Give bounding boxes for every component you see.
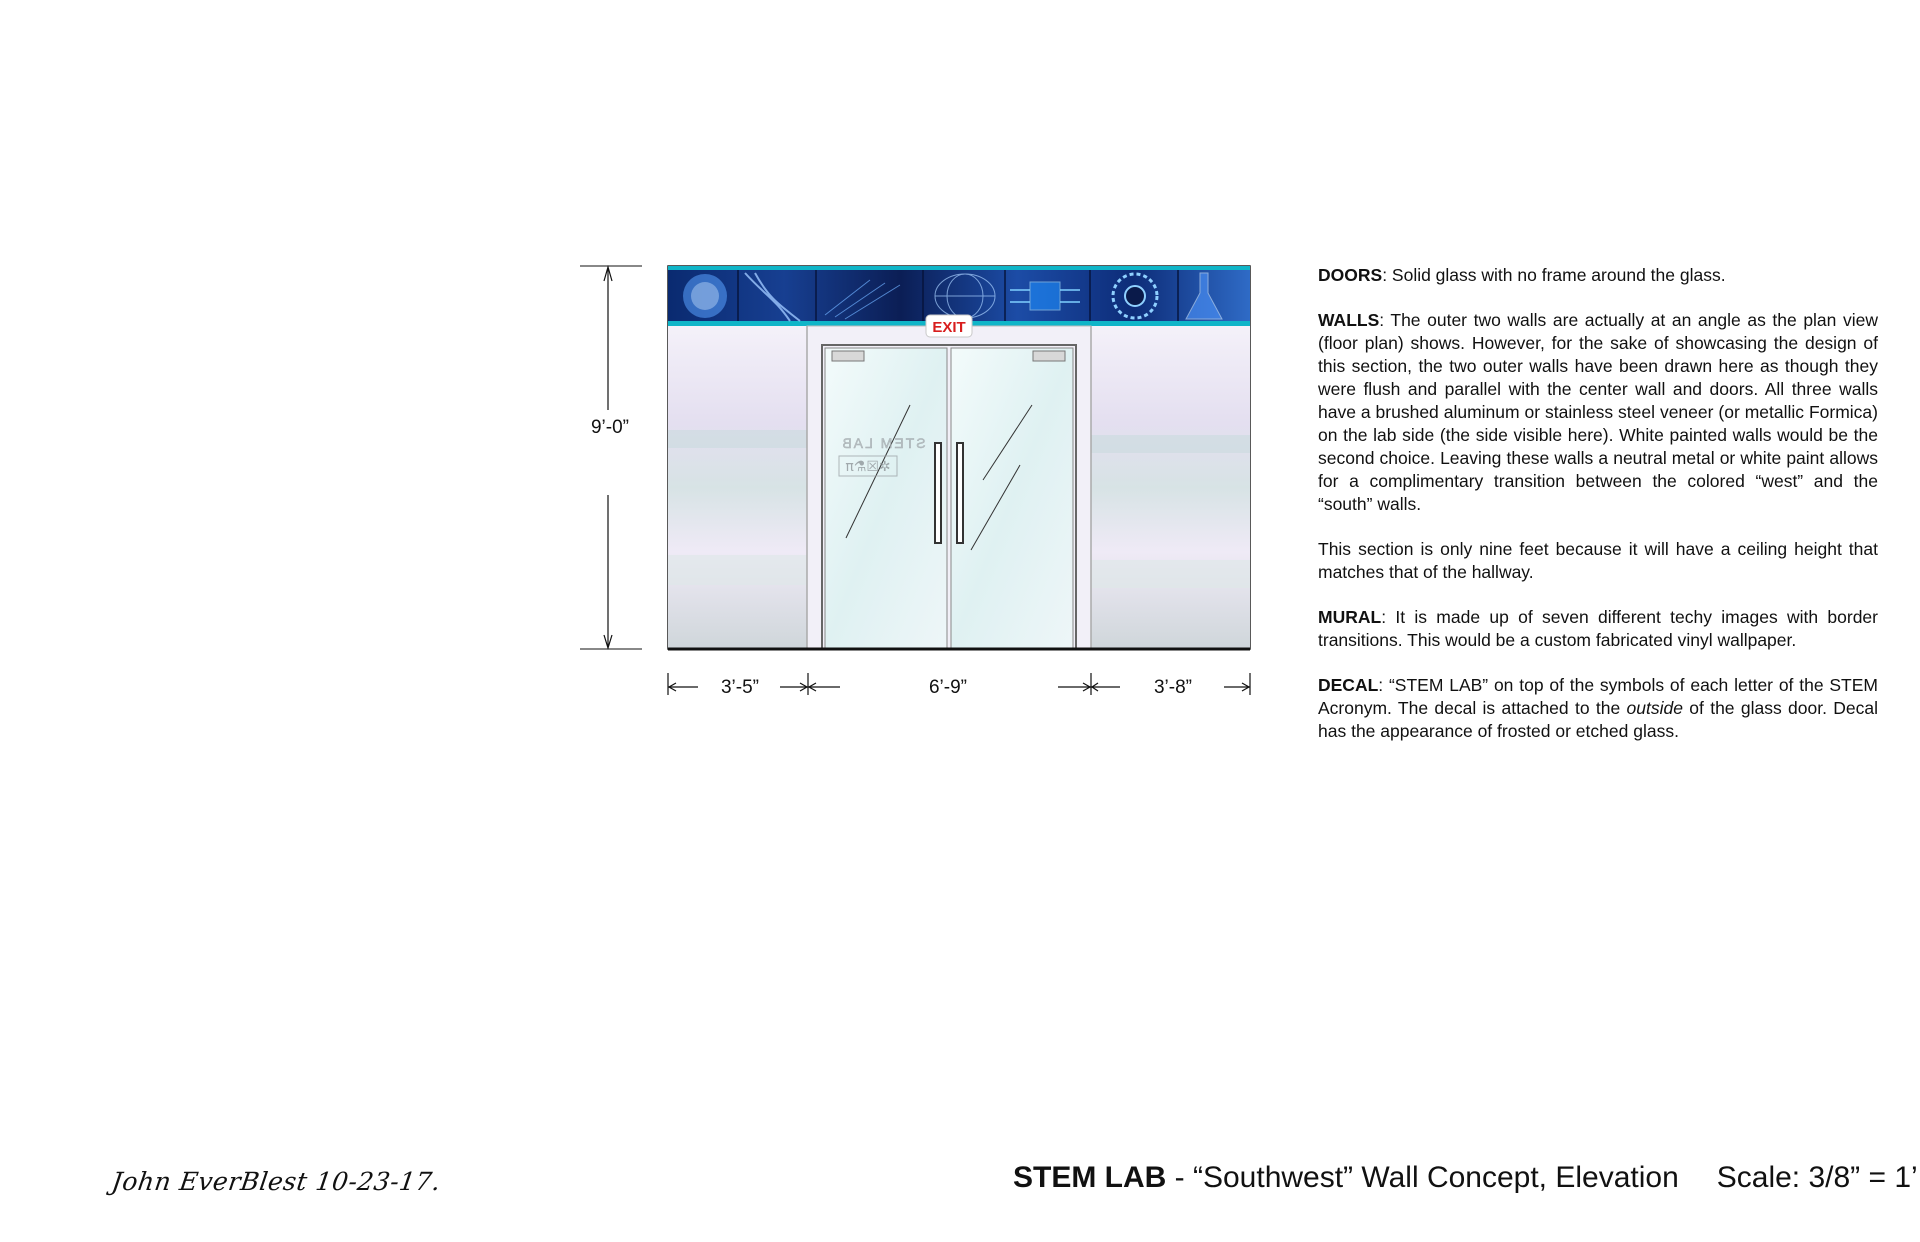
left-wall-dimension: 3’-5” (720, 677, 760, 695)
title-block (1013, 1161, 1918, 1195)
left-glass-door[interactable] (825, 348, 947, 649)
exit-sign-text: EXIT (932, 319, 966, 336)
walls-text: : The outer two walls are actually at an angle as the plan view (floor plan) shows. However, for the sake of showcasing the design of this section, the two outer walls have been drawn here as though they were flush and parallel with the center wall and doors. All three walls have a brushed aluminum or stainless steel veneer (or metallic Formica) on the lab side (the side visible here). White painted walls would be the second choice. Leaving these walls a neutral metal or white paint allows for a complimentary transition between the colored “west” and the “south” walls. (1318, 310, 1878, 514)
sheet-title-bold: STEM LAB (1013, 1161, 1167, 1194)
drawing-scale: Scale: 3/8” = 1’ (1716, 1161, 1918, 1194)
right-wall-dimension: 3’-8” (1153, 677, 1193, 695)
left-wall-panel (668, 326, 807, 649)
decal-text-2: of the glass door. Decal has the appearance of frosted or etched glass. (1318, 698, 1879, 741)
sheet-title-rest: - “Southwest” Wall Concept, Elevation (1166, 1161, 1679, 1194)
height-dimension-label: 9’-0” (590, 417, 630, 438)
height-dimension (580, 266, 642, 649)
mural-text: : It is made up of seven different techy images with border transitions. This would be a custom fabricated vinyl wallpaper. (1318, 607, 1878, 650)
mural-note (1318, 606, 1878, 652)
exit-sign (926, 315, 972, 337)
decal-note (1318, 674, 1878, 743)
section-note (1318, 538, 1878, 584)
decal-italic: outside (1626, 698, 1683, 718)
mural-label: MURAL (1318, 607, 1382, 627)
elevation-drawing (580, 255, 1280, 695)
decal-label: DECAL (1318, 675, 1379, 695)
decal-text: STEM LAB (840, 435, 926, 451)
doors-label: DOORS (1318, 265, 1383, 285)
right-wall-panel (1091, 326, 1250, 649)
doors-note (1318, 264, 1878, 287)
center-dimension: 6’-9” (928, 677, 968, 695)
walls-note (1318, 309, 1878, 516)
right-door-handle[interactable] (957, 443, 963, 543)
designer-signature: John EverBlest 10-23-17. (109, 1167, 443, 1196)
section-text: This section is only nine feet because it will have a ceiling height that matches that of the hallway. (1318, 539, 1878, 582)
right-door-closer (1033, 351, 1065, 361)
walls-label: WALLS (1318, 310, 1380, 330)
left-door-handle[interactable] (935, 443, 941, 543)
left-door-closer (832, 351, 864, 361)
decal-symbols: π⚗☒✲ (845, 459, 891, 475)
right-glass-door[interactable] (951, 348, 1073, 649)
design-notes (1318, 264, 1878, 765)
doors-text: : Solid glass with no frame around the glass. (1382, 265, 1726, 285)
decal-text-1: : “STEM LAB” on top of the symbols of each letter of the STEM Acronym. The decal is attached to the (1318, 675, 1878, 718)
